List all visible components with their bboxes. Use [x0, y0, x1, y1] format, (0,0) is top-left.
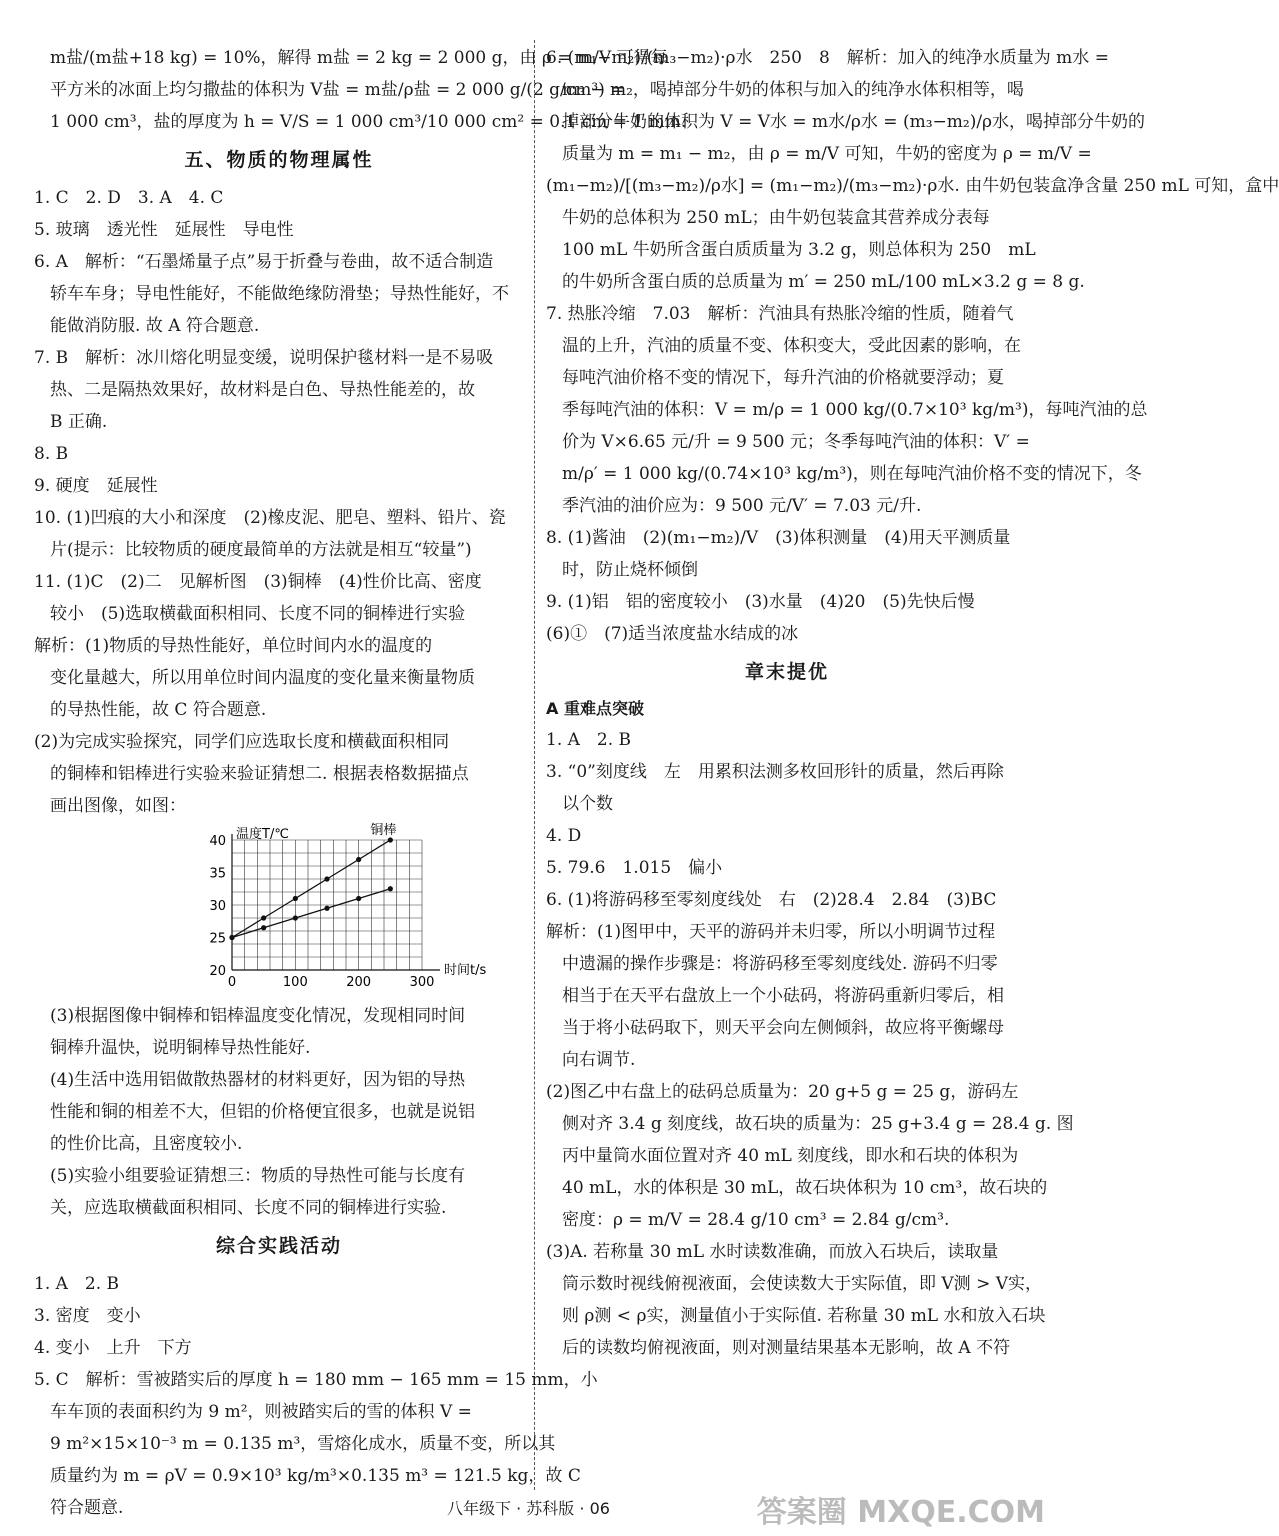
section-title-practice: 综合实践活动: [215, 1235, 342, 1257]
text-line: 40 mL，水的体积是 30 mL，故石块体积为 10 cm³，故石块的: [562, 1178, 1048, 1198]
text-line: (3)A. 若称量 30 mL 水时读数准确，而放入石块后，读取量: [546, 1242, 999, 1262]
series-label: 铜棒: [370, 823, 397, 838]
y-tick-label: 25: [209, 931, 226, 947]
data-point: [388, 886, 393, 891]
x-tick-label: 100: [282, 975, 308, 990]
y-tick-label: 35: [209, 866, 226, 882]
x-tick-label: 200: [346, 975, 372, 990]
temperature-time-chart: [184, 823, 514, 996]
text-line: 4. D: [546, 826, 582, 846]
data-point: [356, 857, 361, 862]
text-line: 中遗漏的操作步骤是：将游码移至零刻度线处. 游码不归零: [562, 954, 998, 974]
x-tick-label: 0: [227, 975, 237, 990]
page-footer: 八年级下 · 苏科版 · 06: [447, 1499, 610, 1518]
y-axis-label: 温度T/℃: [236, 827, 289, 842]
text-line: 变化量越大，所以用单位时间内温度的变化量来衡量物质: [50, 668, 475, 688]
text-line: m₃ − m₂，喝掉部分牛奶的体积与加入的纯净水体积相等，喝: [562, 80, 1024, 100]
text-line: 6. A 解析：“石墨烯量子点”易于折叠与卷曲，故不适合制造: [34, 252, 494, 272]
text-line: 性能和铜的相差不大，但铝的价格便宜很多，也就是说铝: [50, 1102, 475, 1122]
text-line: (4)生活中选用铝做散热器材的材料更好，因为铝的导热: [50, 1070, 466, 1090]
text-line: 铜棒升温快，说明铜棒导热性能好.: [50, 1038, 311, 1058]
text-line: 丙中量筒水面位置对齐 40 mL 刻度线，即水和石块的体积为: [562, 1146, 1019, 1166]
text-line: 5. C 解析：雪被踏实后的厚度 h = 180 mm − 165 mm = 15 mm，小: [34, 1370, 598, 1390]
x-tick-label: 300: [409, 975, 435, 990]
text-line: B 正确.: [50, 412, 108, 432]
text-line: 6. (1)将游码移至零刻度线处 右 (2)28.4 2.84 (3)BC: [546, 890, 997, 910]
text-line: 掉部分牛奶的体积为 V = V水 = m水/ρ水 = (m₃−m₂)/ρ水，喝掉部分牛奶的: [562, 112, 1146, 132]
text-line: 符合题意.: [50, 1498, 124, 1518]
y-tick-label: 40: [209, 834, 226, 849]
top-lines: [34, 42, 687, 138]
text-line: (3)根据图像中铜棒和铝棒温度变化情况，发现相同时间: [50, 1006, 466, 1026]
section3-body: [546, 724, 1074, 1364]
text-line: 密度：ρ = m/V = 28.4 g/10 cm³ = 2.84 g/cm³.: [562, 1210, 950, 1230]
text-line: 则 ρ测 < ρ实，测量值小于实际值. 若称量 30 mL 水和放入石块: [562, 1306, 1046, 1326]
text-line: 当于将小砝码取下，则天平会向左侧倾斜，故应将平衡螺母: [562, 1018, 1004, 1038]
text-line: 的铜棒和铝棒进行实验来验证猜想二. 根据表格数据描点: [50, 764, 469, 784]
text-line: 质量约为 m = ρV = 0.9×10³ kg/m³×0.135 m³ = 121.5 kg，故 C: [50, 1466, 581, 1486]
right-column: [546, 42, 1279, 1364]
series-line: [232, 889, 390, 938]
text-line: 9. 硬度 延展性: [34, 476, 158, 496]
text-line: 每吨汽油价格不变的情况下，每升汽油的价格就要浮动；夏: [562, 368, 1004, 388]
data-point: [293, 915, 298, 920]
text-line: 100 mL 牛奶所含蛋白质质量为 3.2 g，则总体积为 250 mL: [562, 240, 1036, 260]
data-point: [261, 925, 266, 930]
text-line: 季汽油的油价应为：9 500 元/V′ = 7.03 元/升.: [562, 496, 922, 516]
text-line: 的性价比高，且密度较小.: [50, 1134, 243, 1154]
text-line: m/ρ′ = 1 000 kg/(0.74×10³ kg/m³)，则在每吨汽油价格不变的情况下，冬: [562, 464, 1142, 484]
text-line: (6)① (7)适当浓度盐水结成的冰: [546, 624, 799, 644]
y-tick-label: 30: [209, 899, 226, 914]
data-point: [261, 915, 266, 920]
text-line: 相当于在天平右盘放上一个小砝码，将游码重新归零后，相: [562, 986, 1004, 1006]
text-line: 8. (1)酱油 (2)(m₁−m₂)/V (3)体积测量 (4)用天平测质量: [546, 528, 1011, 548]
series-line: [232, 840, 390, 938]
text-line: (2)为完成实验探究，同学们应选取长度和横截面积相同: [34, 732, 450, 752]
right-body: [546, 42, 1279, 650]
text-line: 1 000 cm³，盐的厚度为 h = V/S = 1 000 cm³/10 000 cm² = 0.1 cm = 1 mm.: [50, 112, 687, 132]
text-line: 1. C 2. D 3. A 4. C: [34, 188, 224, 208]
text-line: 6. (m₁−m₂)/(m₃−m₂)·ρ水 250 8 解析：加入的纯净水质量为 m水 =: [546, 48, 1109, 68]
text-line: 8. B: [34, 444, 69, 464]
text-line: 牛奶的总体积为 250 mL；由牛奶包装盒其营养成分表每: [562, 208, 990, 228]
text-line: 轿车车身；导电性能好，不能做绝缘防滑垫；导热性能好，不: [50, 284, 509, 304]
y-tick-label: 20: [209, 964, 226, 979]
text-line: 9 m²×15×10⁻³ m = 0.135 m³，雪熔化成水，质量不变，所以其: [50, 1434, 556, 1454]
text-line: 片(提示：比较物质的硬度最简单的方法就是相互“较量”): [50, 540, 472, 560]
chart-svg: [184, 823, 514, 996]
text-line: 3. 密度 变小: [34, 1306, 141, 1326]
text-line: 较小 (5)选取横截面积相同、长度不同的铜棒进行实验: [50, 604, 466, 624]
text-line: 向右调节.: [562, 1050, 636, 1070]
text-line: 季每吨汽油的体积：V = m/ρ = 1 000 kg/(0.7×10³ kg/m³)，每吨汽油的总: [562, 400, 1148, 420]
text-line: 能做消防服. 故 A 符合题意.: [50, 316, 260, 336]
data-point: [324, 876, 329, 881]
text-line: (2)图乙中右盘上的砝码总质量为：20 g+5 g = 25 g，游码左: [546, 1082, 1019, 1102]
text-line: 质量为 m = m₁ − m₂，由 ρ = m/V 可知，牛奶的密度为 ρ = m/V =: [562, 144, 1092, 164]
text-line: 1. A 2. B: [546, 730, 632, 750]
text-line: 11. (1)C (2)二 见解析图 (3)铜棒 (4)性价比高、密度: [34, 572, 482, 592]
text-line: 7. 热胀冷缩 7.03 解析：汽油具有热胀冷缩的性质，随着气: [546, 304, 1014, 324]
text-line: 3. “0”刻度线 左 用累积法测多枚回形针的质量，然后再除: [546, 762, 1004, 782]
column-divider: [534, 40, 535, 1490]
text-line: 热、二是隔热效果好，故材料是白色、导热性能差的，故: [50, 380, 475, 400]
text-line: 的牛奶所含蛋白质的总质量为 m′ = 250 mL/100 mL×3.2 g = 8 g.: [562, 272, 1085, 292]
text-line: 平方米的冰面上均匀撒盐的体积为 V盐 = m盐/ρ盐 = 2 000 g/(2 g/cm³) =: [50, 80, 625, 100]
data-point: [388, 837, 393, 842]
text-line: 关，应选取横截面积相同、长度不同的铜棒进行实验.: [50, 1198, 447, 1218]
watermark-logo: 答案圈 MXQE.COM: [756, 1495, 1045, 1530]
subhead-key-points: A 重难点突破: [546, 699, 644, 718]
data-point: [293, 896, 298, 901]
section1-after-chart: [34, 1000, 524, 1224]
text-line: m盐/(m盐+18 kg) = 10%，解得 m盐 = 2 kg = 2 000 g，由 ρ = m/V 可得每: [50, 48, 668, 68]
text-line: (m₁−m₂)/[(m₃−m₂)/ρ水] = (m₁−m₂)/(m₃−m₂)·ρ水. 由牛奶包装盒净含量 250 mL 可知，盒中: [546, 176, 1279, 196]
text-line: 温的上升，汽油的质量不变、体积变大，受此因素的影响，在: [562, 336, 1021, 356]
text-line: 5. 玻璃 透光性 延展性 导电性: [34, 220, 294, 240]
text-line: 的导热性能，故 C 符合题意.: [50, 700, 267, 720]
text-line: 以个数: [562, 794, 613, 814]
data-point: [229, 935, 234, 940]
text-line: 画出图像，如图：: [50, 796, 186, 816]
text-line: 1. A 2. B: [34, 1274, 120, 1294]
section-title-chapter-review: 章末提优: [744, 661, 829, 683]
data-point: [356, 896, 361, 901]
text-line: 解析：(1)图甲中，天平的游码并未归零，所以小明调节过程: [546, 922, 996, 942]
text-line: 10. (1)凹痕的大小和深度 (2)橡皮泥、肥皂、塑料、铅片、瓷: [34, 508, 506, 528]
text-line: 筒示数时视线俯视液面，会使读数大于实际值，即 V测 > V实，: [562, 1274, 1043, 1294]
text-line: (5)实验小组要验证猜想三：物质的导热性可能与长度有: [50, 1166, 466, 1186]
text-line: 7. B 解析：冰川熔化明显变缓，说明保护毯材料一是不易吸: [34, 348, 494, 368]
data-point: [324, 906, 329, 911]
text-line: 解析：(1)物质的导热性能好，单位时间内水的温度的: [34, 636, 433, 656]
text-line: 5. 79.6 1.015 偏小: [546, 858, 723, 878]
text-line: 后的读数均俯视液面，则对测量结果基本无影响，故 A 不符: [562, 1338, 1011, 1358]
text-line: 侧对齐 3.4 g 刻度线，故石块的质量为：25 g+3.4 g = 28.4 g. 图: [562, 1114, 1074, 1134]
section1-body: [34, 182, 524, 822]
text-line: 4. 变小 上升 下方: [34, 1338, 192, 1358]
text-line: 价为 V×6.65 元/升 = 9 500 元；冬季每吨汽油的体积：V′ =: [562, 432, 1030, 452]
x-axis-label: 时间t/s: [444, 963, 487, 978]
text-line: 9. (1)铝 铝的密度较小 (3)水量 (4)20 (5)先快后慢: [546, 592, 975, 612]
section-title-physical-properties: 五、物质的物理属性: [184, 149, 374, 171]
text-line: 时，防止烧杯倾倒: [562, 560, 698, 580]
text-line: 车车顶的表面积约为 9 m²，则被踏实后的雪的体积 V =: [50, 1402, 472, 1422]
